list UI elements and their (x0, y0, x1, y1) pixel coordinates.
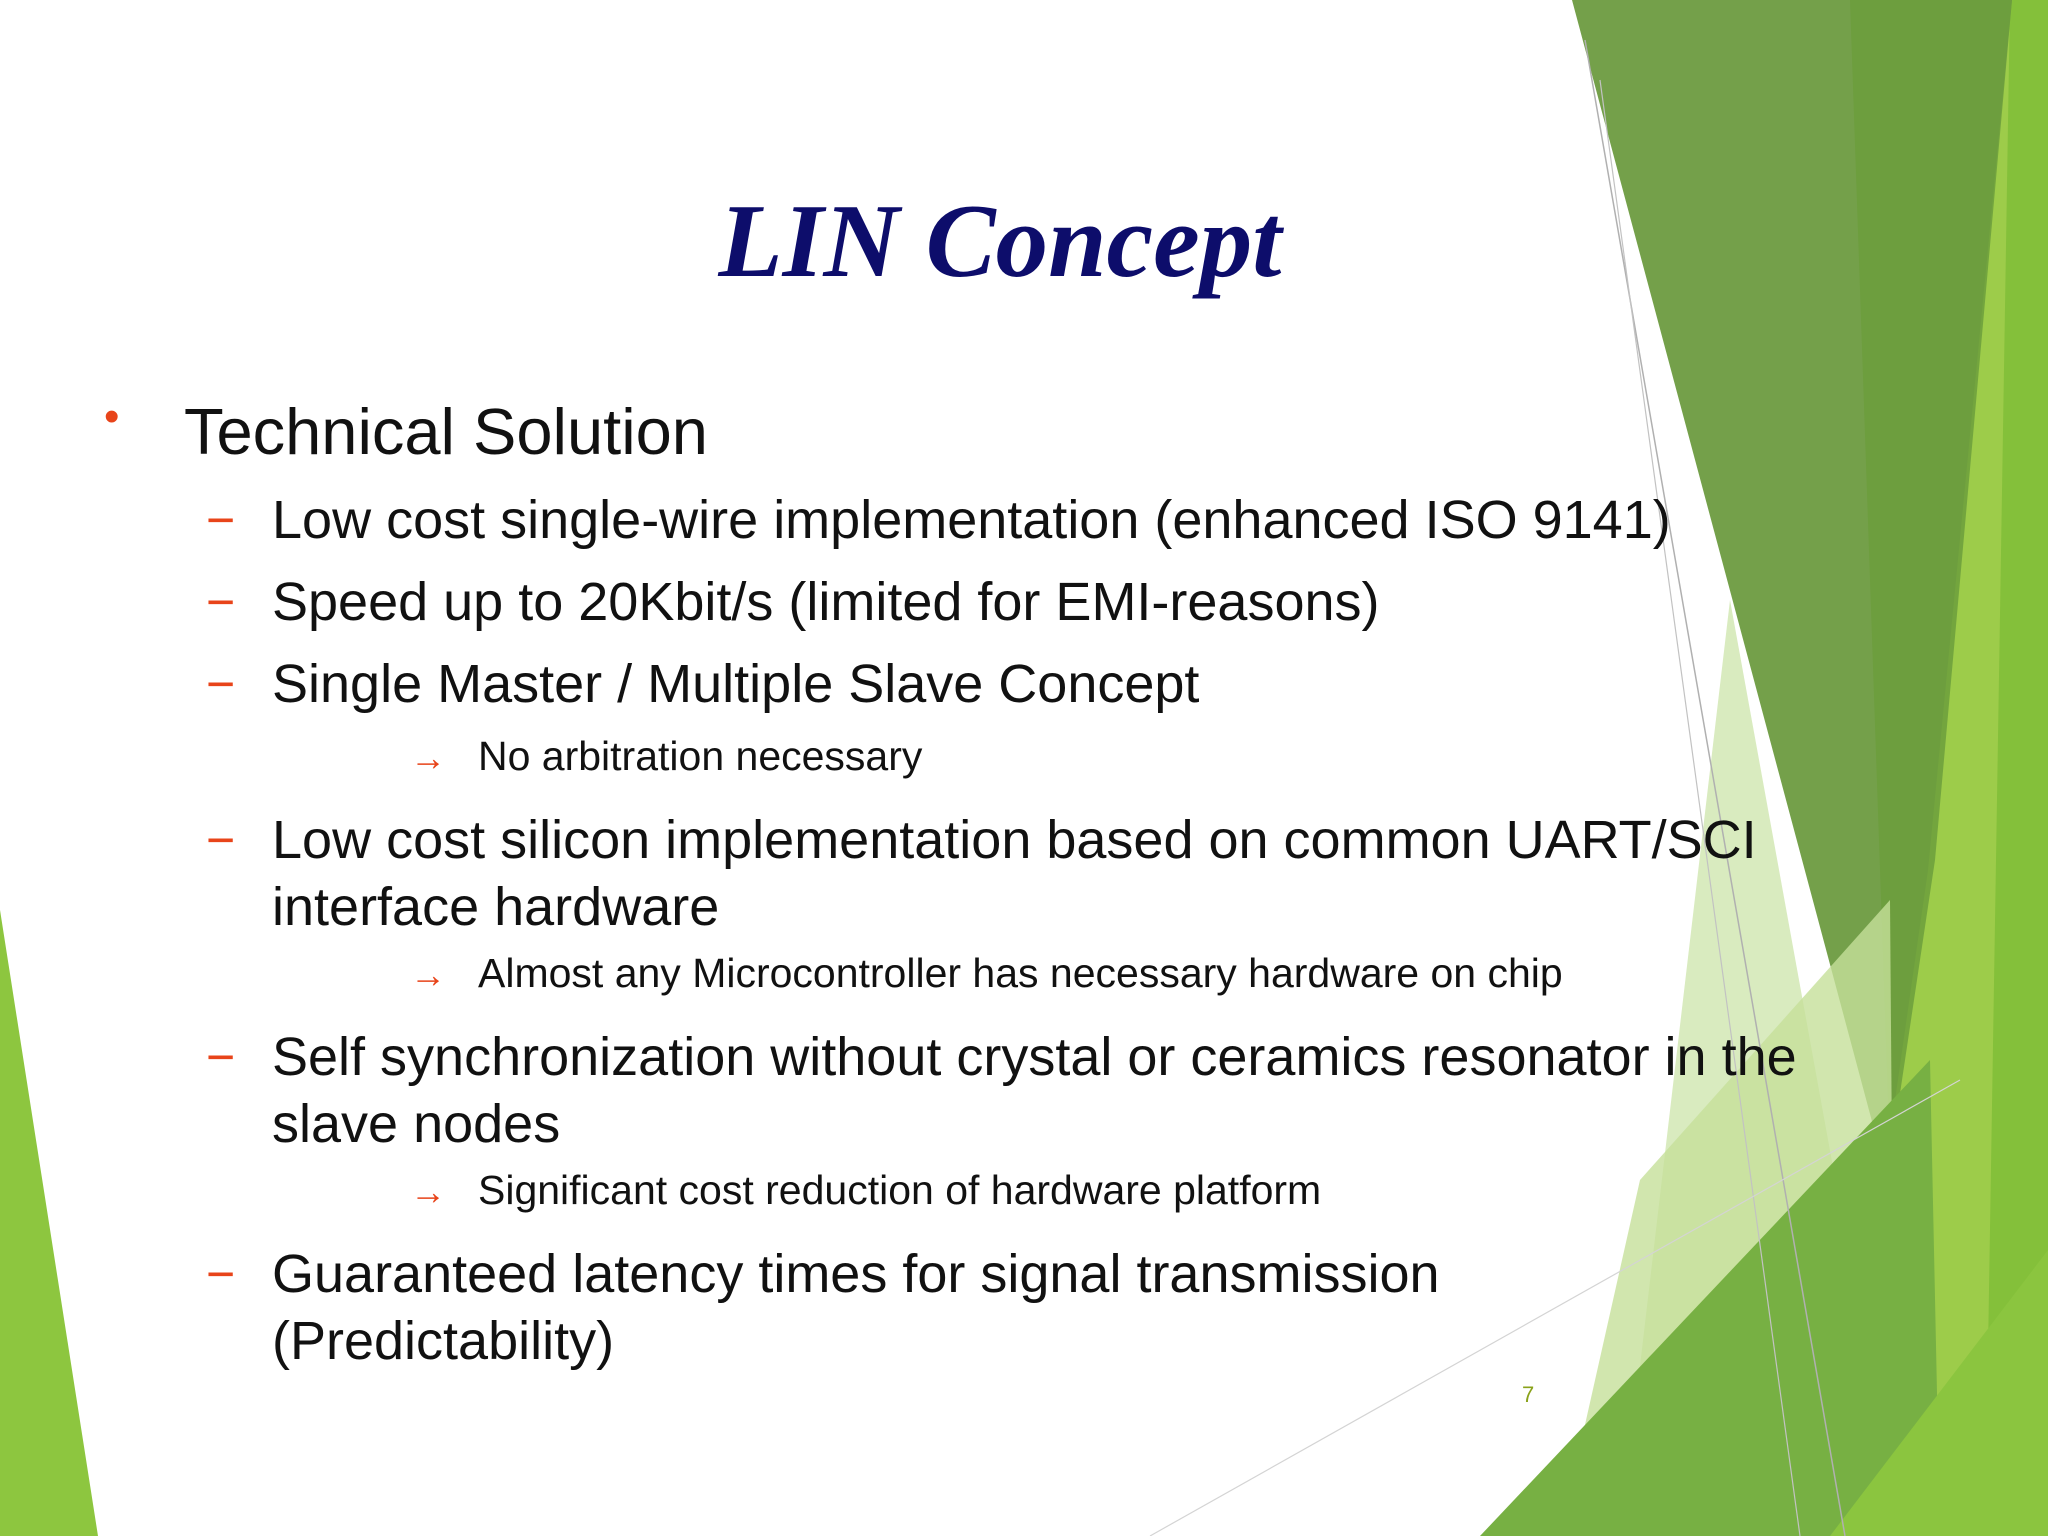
arrow-marker: → (410, 1171, 446, 1212)
bullet-marker: • (104, 392, 120, 441)
dash-marker: − (206, 492, 236, 548)
list-item: Low cost silicon implementation based on common UART/SCI (272, 810, 1757, 870)
dash-marker: − (206, 812, 236, 868)
sub-item: No arbitration necessary (478, 733, 923, 779)
list-item-continuation: interface hardware (272, 877, 720, 937)
page-number: 7 (1522, 1382, 1535, 1407)
list-item: Guaranteed latency times for signal transmission (272, 1244, 1440, 1304)
list-item: Self synchronization without crystal or ceramics resonator in the (272, 1027, 1797, 1087)
arrow-marker: → (410, 737, 446, 778)
list-item-continuation: slave nodes (272, 1094, 561, 1154)
list-item: Low cost single-wire implementation (enhanced ISO 9141) (272, 490, 1671, 550)
sub-item: Almost any Microcontroller has necessary hardware on chip (478, 950, 1563, 996)
bullet-heading: Technical Solution (184, 395, 708, 468)
dash-marker: − (206, 574, 236, 630)
slide-title: LIN Concept (718, 182, 1282, 299)
sub-item: Significant cost reduction of hardware platform (478, 1167, 1322, 1213)
arrow-marker: → (410, 954, 446, 995)
dash-marker: − (206, 656, 236, 712)
list-item-continuation: (Predictability) (272, 1311, 615, 1371)
list-item: Speed up to 20Kbit/s (limited for EMI-reasons) (272, 572, 1380, 632)
dash-marker: − (206, 1246, 236, 1302)
list-item: Single Master / Multiple Slave Concept (272, 654, 1200, 714)
dash-marker: − (206, 1029, 236, 1085)
